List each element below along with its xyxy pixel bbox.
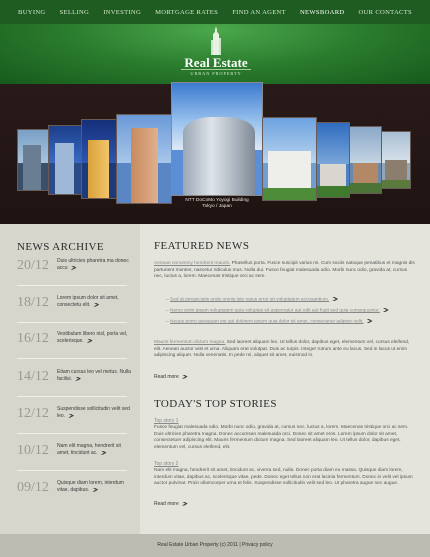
featured-paragraph-1: Aenean nonummy hendrerit mauris. Phasellus porta. Fusce suscipit varius mi. Cum sociis natoque penatibus et magnis dis parturient montes, nascetur ridiculus mus. Nulla dui. Fusce feugiat malesuada odio. Morbi nunc odio, gravida at, cursus nec, luctus a, lorem. Maecenas tristique orci ac sem. [154,261,415,280]
slide-image-2[interactable] [48,125,82,195]
arrow-icon[interactable] [101,451,107,455]
caption-building: NTT DoCoMo Yoyogi Building [185,198,249,203]
tower-icon [209,26,223,55]
archive-date: 20/12 [17,258,49,273]
logo-subtitle: URBAN PROPERTY [181,69,251,76]
archive-item[interactable] [17,406,130,434]
archive-date: 18/12 [17,295,49,310]
nav-our-contacts[interactable]: OUR CONTACTS [358,8,412,16]
arrow-icon[interactable] [71,266,77,270]
archive-text: Lorem ipsum dolor sit amet, consectetu elit. [57,295,119,308]
archive-date: 10/12 [17,443,49,458]
story-label-1[interactable]: Top story 1 [154,418,179,424]
arrow-icon[interactable] [92,488,98,492]
arrow-icon[interactable] [367,319,373,323]
nav-mortgage-rates[interactable]: MORTGAGE RATES [155,8,219,16]
story-text-2: Nam elit magna, hendrerit sit amet, tincidunt ac, viverra sed, nulla. Donec porta diam eu massa. Quisque diam lorem, interdum vitae, dapibus ac, scelerisque vitae, pede. Donec eget tellus non erat lacinia fermentum. Donec in velit vel ipsum auctor pulvinar. Proin ullamcorper urna et felis. Suspendisse sollicitudin velit sed leo. Ut pharetra augue nec augue. [154,468,413,487]
slide-image-1[interactable] [17,129,49,191]
archive-text: Vestibulum libero nisl, porta vel, scelerisque. [57,331,128,344]
nav-find-an-agent[interactable]: FIND AN AGENT [232,8,286,16]
archive-text: Etiam cursus leo vel metus. Nulla facilisi. [57,369,131,382]
slide-image-3[interactable] [81,119,117,199]
nav-investing[interactable]: INVESTING [103,8,142,16]
news-archive-title: NEWS ARCHIVE [17,241,104,253]
archive-date: 12/12 [17,406,49,421]
top-stories-title: TODAY'S TOP STORIES [154,398,277,410]
featured-bullet: – Neque porro quisquam est qui dolorem ipsum quia dolor sit amet, consectetur adipisci velit. [166,319,416,326]
slide-image-5[interactable] [171,82,263,196]
archive-date: 14/12 [17,369,49,384]
featured-read-more[interactable]: Read more [154,374,188,380]
stories-read-more[interactable]: Read more [154,501,188,507]
footer-copyright: Real Estate Urban Property (c) 2011 [157,542,238,548]
arrow-icon[interactable] [332,297,338,301]
footer-text [0,542,430,548]
archive-text: Duis ultricies pharetra ma donec accu [57,258,129,271]
featured-bullet: – Nemo enim ipsam voluptatem quia voluptas sit aspernatur aut odit aut fugit sed quia consequuntur. [166,308,416,315]
nav-buying[interactable]: BUYING [18,8,46,16]
top-nav [0,0,430,24]
nav-newsboard[interactable]: NEWSBOARD [300,8,345,16]
archive-item[interactable] [17,443,127,471]
story-text-1: Fusce feugiat malesuada odio. Morbi nunc odio, gravida at, cursus nec, luctus a, lorem. Maecenas tristique orci ac sem. Duis ultricies pharetra magna. Donec accumsan malesuada orci. Donec sit amet eros. Lorem ipsum dolor sit amet, consectetuer adipiscing elit. Mauris fermentum dictum magna. Sed laoreet aliquam leo. Ut tellus dolor, dapibus eget, elementum vel, cursus eleifend, elit. [154,425,409,450]
arrow-icon[interactable] [87,339,93,343]
story-label-2[interactable]: Top story 2 [154,461,179,467]
featured-highlight-1[interactable]: Aenean nonummy hendrerit mauris. [154,261,231,266]
archive-item[interactable] [17,258,127,286]
archive-date: 16/12 [17,331,49,346]
header [0,24,430,84]
archive-item[interactable] [17,331,127,359]
slide-image-8[interactable] [349,126,382,194]
slide-image-7[interactable] [316,122,350,198]
arrow-icon[interactable] [68,414,74,418]
logo-title: Real Estate [184,55,248,70]
archive-item[interactable] [17,369,131,397]
archive-item[interactable] [17,295,127,323]
privacy-policy-link[interactable]: Privacy policy [242,542,273,548]
slider-caption [172,198,262,210]
arrow-icon[interactable] [383,308,389,312]
featured-paragraph-2: Mauris fermentum dictum magna. Sed laoreet aliquam leo. Ut tellus dolor, dapibus eget, elementum vel, cursus eleifend, elit. Aenean auctor wisi et urna. Aliquam erat volutpat. Duis ac turpis. Integer rutrum ante eu lacus. Sed in lacus ut enim adipiscing aliquet. Nulla venenatis. In pede mi, aliquet sit amet, euismod in. [154,340,410,359]
slide-image-4[interactable] [116,114,172,204]
arrow-icon[interactable] [75,377,81,381]
footer [0,534,430,557]
slide-image-6[interactable] [262,117,317,201]
archive-text: Quisque diam lorem, interdum vitae, dapibus. [57,480,124,493]
arrow-icon[interactable] [93,303,99,307]
arrow-icon [182,375,188,379]
archive-text: Nam elit magna, hendrerit sit amet, tincidunt ac. [57,443,121,456]
featured-news-title: FEATURED NEWS [154,240,250,252]
featured-bullet: – Sed at perspiciatis unde omnis iste natus error sit voluptatem accusantium. [166,297,416,304]
logo[interactable] [171,26,261,82]
slide-image-9[interactable] [381,131,411,189]
footer-separator: | [239,542,241,548]
nav-selling[interactable]: SELLING [59,8,90,16]
archive-date: 09/12 [17,480,49,495]
archive-item[interactable] [17,480,127,508]
archive-text: Suspendisse sollicitudin velit sed leo. [57,406,130,419]
arrow-icon [182,502,188,506]
caption-location: Tokyo / Japan [202,204,232,209]
featured-highlight-2[interactable]: Mauris fermentum dictum magna. [154,340,226,345]
